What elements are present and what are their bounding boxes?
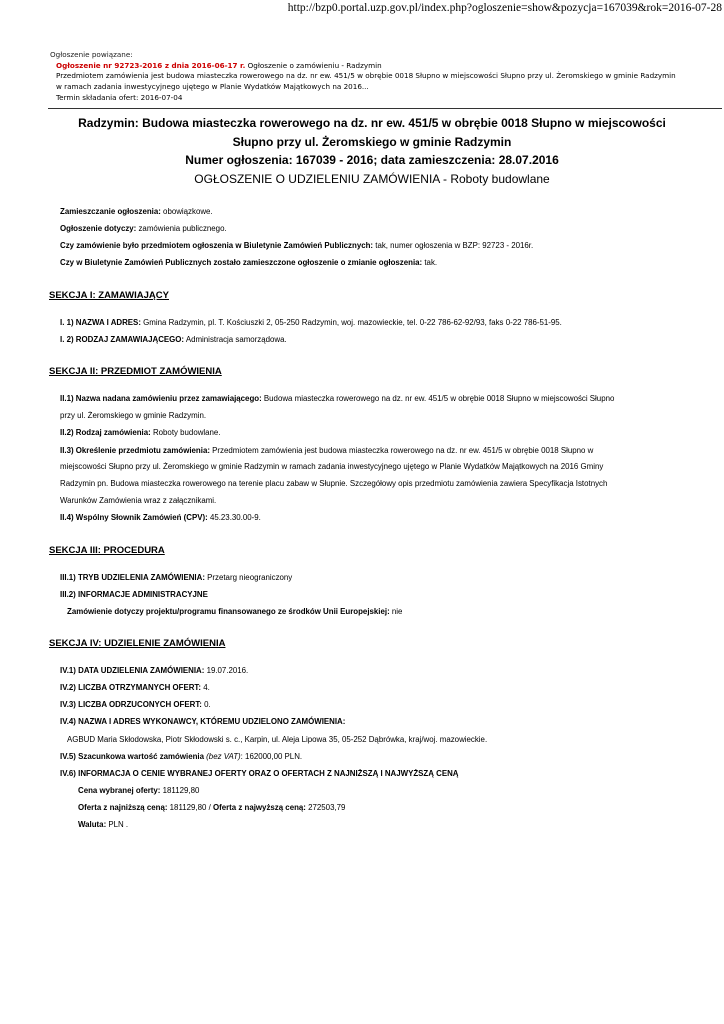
section-2-item: II.2) Rodzaj zamówienia: Roboty budowlane. — [60, 428, 221, 437]
intro-item: Ogłoszenie dotyczy: zamówienia publicznego. — [60, 224, 227, 233]
related-notice — [50, 50, 684, 104]
section-2-item: II.3) Określenie przedmiotu zamówienia: Przedmiotem zamówienia jest budowa miasteczka rowerowego na dz. nr ew. 451/5 w obrębie 0018 Słupno w — [60, 446, 594, 455]
related-link-line — [50, 61, 684, 72]
related-link-suffix: Ogłoszenie o zamówieniu - Radzymin — [245, 60, 382, 70]
section-4-item: IV.2) LICZBA OTRZYMANYCH OFERT: 4. — [60, 683, 210, 692]
section-2-item: II.1) Nazwa nadana zamówieniu przez zamawiającego: Budowa miasteczka rowerowego na dz. nr ew. 451/5 w obrębie 0018 Słupno w miejscowości Słupno — [60, 394, 615, 403]
contractor-address: AGBUD Maria Skłodowska, Piotr Skłodowski s. c., Karpin, ul. Aleja Lipowa 35, 05-252 Dąbrówka, kraj/woj. mazowieckie. — [67, 735, 488, 744]
section-3-eu-item: Zamówienie dotyczy projektu/programu finansowanego ze środków Unii Europejskiej: nie — [67, 607, 403, 616]
section-1-item: I. 1) NAZWA I ADRES: Gmina Radzymin, pl. T. Kościuszki 2, 05-250 Radzymin, woj. mazowieckie, tel. 0-22 786-62-92/93, faks 0-22 786-51-95. — [60, 318, 562, 327]
page-url: http://bzp0.portal.uzp.gov.pl/index.php?ogloszenie=show&pozycja=167039&rok=2016-07-28 — [287, 2, 722, 14]
section-3-item: III.2) INFORMACJE ADMINISTRACYJNE — [60, 590, 208, 599]
section-4-item: IV.1) DATA UDZIELENIA ZAMÓWIENIA: 19.07.2016. — [60, 666, 249, 675]
related-desc-2: w ramach zadania inwestycyjnego ujętego w Planie Wydatków Majątkowych na 2016... — [56, 82, 369, 92]
selected-price: Cena wybranej oferty: 181129,80 — [78, 786, 200, 795]
title-line-2: Słupno przy ul. Żeromskiego w gminie Radzymin — [232, 134, 512, 149]
intro-item: Czy zamówienie było przedmiotem ogłoszenia w Biuletynie Zamówień Publicznych: tak, numer ogłoszenia w BZP: 92723 - 2016r. — [60, 241, 534, 250]
title-line-1: Radzymin: Budowa miasteczka rowerowego na dz. nr ew. 451/5 w obrębie 0018 Słupno w miejscowości — [78, 116, 666, 130]
related-notice-link[interactable]: Ogłoszenie nr 92723-2016 z dnia 2016-06-17 r. — [56, 60, 246, 70]
section-3-item: III.1) TRYB UDZIELENIA ZAMÓWIENIA: Przetarg nieograniczony — [60, 573, 293, 582]
title-line-4: OGŁOSZENIE O UDZIELENIU ZAMÓWIENIA - Roboty budowlane — [194, 171, 550, 186]
header-divider — [48, 108, 722, 109]
related-header: Ogłoszenie powiązane: — [50, 50, 133, 59]
related-desc-1: Przedmiotem zamówienia jest budowa miasteczka rowerowego na dz. nr ew. 451/5 w obrębie 0018 Słupno w miejscowości Słupno przy ul. Żeromskiego w gminie Radzymin — [56, 71, 676, 81]
related-deadline: Termin składania ofert: 2016-07-04 — [56, 92, 183, 102]
section-heading: SEKCJA III: PROCEDURA — [49, 545, 165, 556]
title-line-3: Numer ogłoszenia: 167039 - 2016; data zamieszczenia: 28.07.2016 — [185, 153, 559, 167]
section-heading: SEKCJA I: ZAMAWIAJĄCY — [49, 290, 169, 301]
section-2-item: II.4) Wspólny Słownik Zamówień (CPV): 45.23.30.00-9. — [60, 513, 261, 522]
section-4-item: IV.5) Szacunkowa wartość zamówienia (bez VAT): 162000,00 PLN. — [60, 752, 303, 761]
price-range: Oferta z najniższą ceną: 181129,80 / Oferta z najwyższą ceną: 272503,79 — [78, 803, 346, 812]
section-4-item: IV.3) LICZBA ODRZUCONYCH OFERT: 0. — [60, 700, 211, 709]
section-1-item: I. 2) RODZAJ ZAMAWIAJĄCEGO: Administracja samorządowa. — [60, 335, 287, 344]
section-4-item: IV.4) NAZWA I ADRES WYKONAWCY, KTÓREMU UDZIELONO ZAMÓWIENIA: — [60, 717, 346, 726]
notice-title — [60, 114, 684, 188]
intro-item: Zamieszczanie ogłoszenia: obowiązkowe. — [60, 207, 213, 216]
section-2-item-cont: Warunków Zamówienia wraz z załącznikami. — [60, 496, 217, 505]
section-heading: SEKCJA II: PRZEDMIOT ZAMÓWIENIA — [49, 366, 222, 377]
intro-item: Czy w Biuletynie Zamówień Publicznych zostało zamieszczone ogłoszenie o zmianie ogłoszenia: tak. — [60, 258, 438, 267]
section-2-item-cont: miejscowości Słupno przy ul. Żeromskiego w gminie Radzymin w ramach zadania inwestycyjnego ujętego w Planie Wydatków Majątkowych na 2016 Gminy — [60, 462, 604, 471]
section-heading: SEKCJA IV: UDZIELENIE ZAMÓWIENIA — [49, 638, 226, 649]
section-2-item-cont: przy ul. Żeromskiego w gminie Radzymin. — [60, 411, 207, 420]
section-2-item-cont: Radzymin pn. Budowa miasteczka rowerowego na terenie placu zabaw w Słupnie. Szczegółowy opis przedmiotu zamówienia zawiera Specyfikacja Istotnych — [60, 479, 608, 488]
currency: Waluta: PLN . — [78, 820, 129, 829]
section-4-item: IV.6) INFORMACJA O CENIE WYBRANEJ OFERTY ORAZ O OFERTACH Z NAJNIŻSZĄ I NAJWYŻSZĄ CENĄ — [60, 769, 459, 778]
